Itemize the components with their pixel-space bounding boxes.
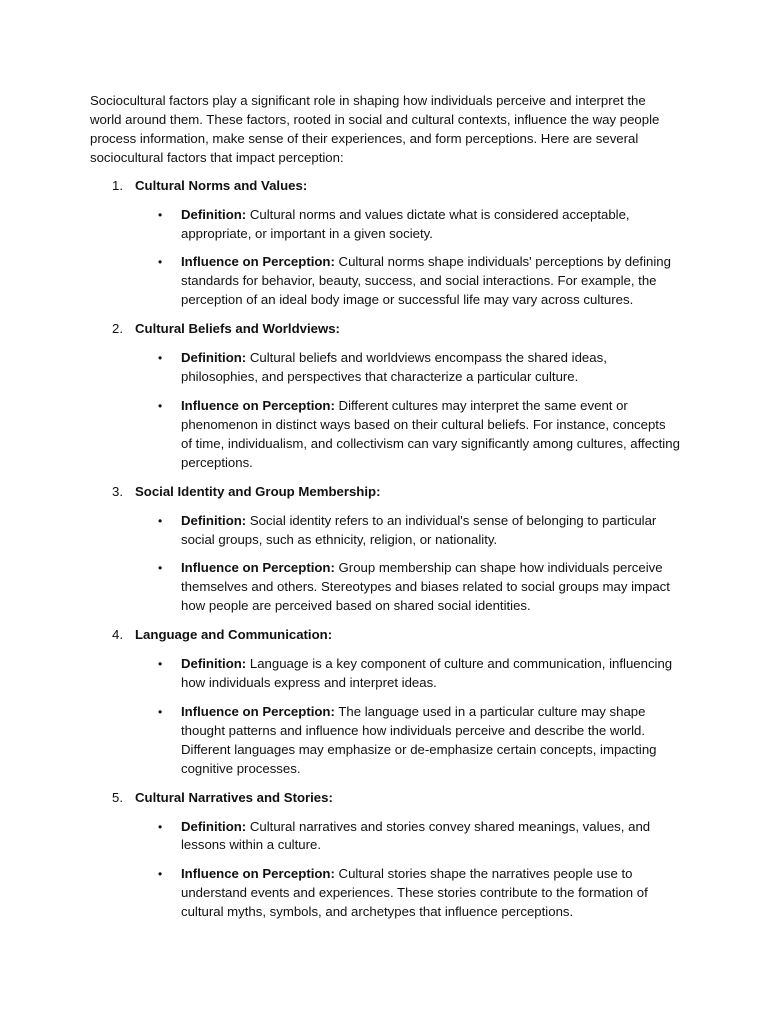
bullet-icon: • (158, 255, 163, 270)
factor-list (90, 177, 680, 922)
factor-item (90, 177, 680, 311)
factor-title: Cultural Narratives and Stories: (135, 789, 333, 805)
point-label: Definition: (181, 656, 247, 672)
point-item (90, 559, 680, 616)
factor-number: 2. (112, 321, 123, 337)
factor-title: Social Identity and Group Membership: (135, 483, 381, 499)
factor-number: 1. (112, 177, 123, 193)
point-text: Language is a key component of culture and communication, influencing how individuals express and interpret ideas. (181, 656, 673, 691)
document-page (90, 92, 680, 932)
point-item (90, 655, 680, 693)
factor-heading (90, 177, 680, 196)
factor-item (90, 320, 680, 472)
point-text: Cultural norms shape individuals' perceptions by defining standards for behavior, beauty, success, and social interactions. For example, the perception of an ideal body image or successful life may vary across cultures. (181, 254, 671, 308)
bullet-icon: • (158, 704, 163, 719)
point-text: The language used in a particular culture may shape thought patterns and influence how individuals perceive and describe the world. Different languages may emphasize or de-emphasize certain concepts, impacting cognitive processes. (181, 703, 657, 776)
point-item (90, 865, 680, 922)
factor-number: 4. (112, 627, 123, 643)
point-label: Influence on Perception: (181, 254, 335, 270)
factor-heading (90, 789, 680, 808)
point-item (90, 703, 680, 779)
bullet-icon: • (158, 867, 163, 882)
point-item (90, 253, 680, 310)
point-label: Influence on Perception: (181, 397, 335, 413)
point-list (90, 818, 680, 923)
point-label: Definition: (181, 818, 247, 834)
bullet-icon: • (158, 819, 163, 834)
point-text: Social identity refers to an individual's sense of belonging to particular social groups, such as ethnicity, religion, or nationality. (181, 512, 657, 547)
factor-title: Cultural Norms and Values: (135, 177, 308, 193)
bullet-icon: • (158, 513, 163, 528)
factor-item (90, 789, 680, 923)
intro-paragraph: Sociocultural factors play a significant role in shaping how individuals perceive and interpret the world around them. These factors, rooted in social and cultural contexts, influence the way people process information, make sense of their experiences, and form perceptions. Here are several sociocultural factors that impact perception: (90, 93, 660, 165)
factor-title: Language and Communication: (135, 627, 333, 643)
bullet-icon: • (158, 398, 163, 413)
point-list (90, 349, 680, 472)
point-text: Cultural beliefs and worldviews encompass the shared ideas, philosophies, and perspectives that characterize a particular culture. (181, 350, 607, 385)
point-item (90, 818, 680, 856)
point-label: Definition: (181, 350, 247, 366)
point-text: Cultural narratives and stories convey shared meanings, values, and lessons within a culture. (181, 818, 651, 853)
point-list (90, 655, 680, 778)
point-list (90, 512, 680, 617)
point-text: Cultural norms and values dictate what is considered acceptable, appropriate, or important in a given society. (181, 206, 630, 241)
point-label: Definition: (181, 206, 247, 222)
factor-number: 5. (112, 789, 123, 805)
bullet-icon: • (158, 351, 163, 366)
point-list (90, 206, 680, 311)
factor-item (90, 626, 680, 778)
bullet-icon: • (158, 207, 163, 222)
factor-heading (90, 320, 680, 339)
point-label: Influence on Perception: (181, 703, 335, 719)
point-item (90, 512, 680, 550)
bullet-icon: • (158, 561, 163, 576)
factor-item (90, 483, 680, 617)
point-item (90, 349, 680, 387)
bullet-icon: • (158, 657, 163, 672)
factor-title: Cultural Beliefs and Worldviews: (135, 321, 340, 337)
point-item (90, 397, 680, 473)
factor-heading (90, 483, 680, 502)
point-label: Definition: (181, 512, 247, 528)
point-text: Cultural stories shape the narratives people use to understand events and experiences. These stories contribute to the formation of cultural myths, symbols, and archetypes that influence perceptions. (181, 866, 648, 920)
point-label: Influence on Perception: (181, 866, 335, 882)
factor-heading (90, 626, 680, 645)
point-item (90, 206, 680, 244)
factor-number: 3. (112, 483, 123, 499)
point-text: Group membership can shape how individuals perceive themselves and others. Stereotypes and biases related to social groups may impact how people are perceived based on shared social identities. (181, 560, 670, 614)
point-label: Influence on Perception: (181, 560, 335, 576)
point-text: Different cultures may interpret the same event or phenomenon in distinct ways based on their cultural beliefs. For instance, concepts of time, individualism, and collectivism can vary significantly among cultures, affecting perceptions. (181, 397, 680, 470)
